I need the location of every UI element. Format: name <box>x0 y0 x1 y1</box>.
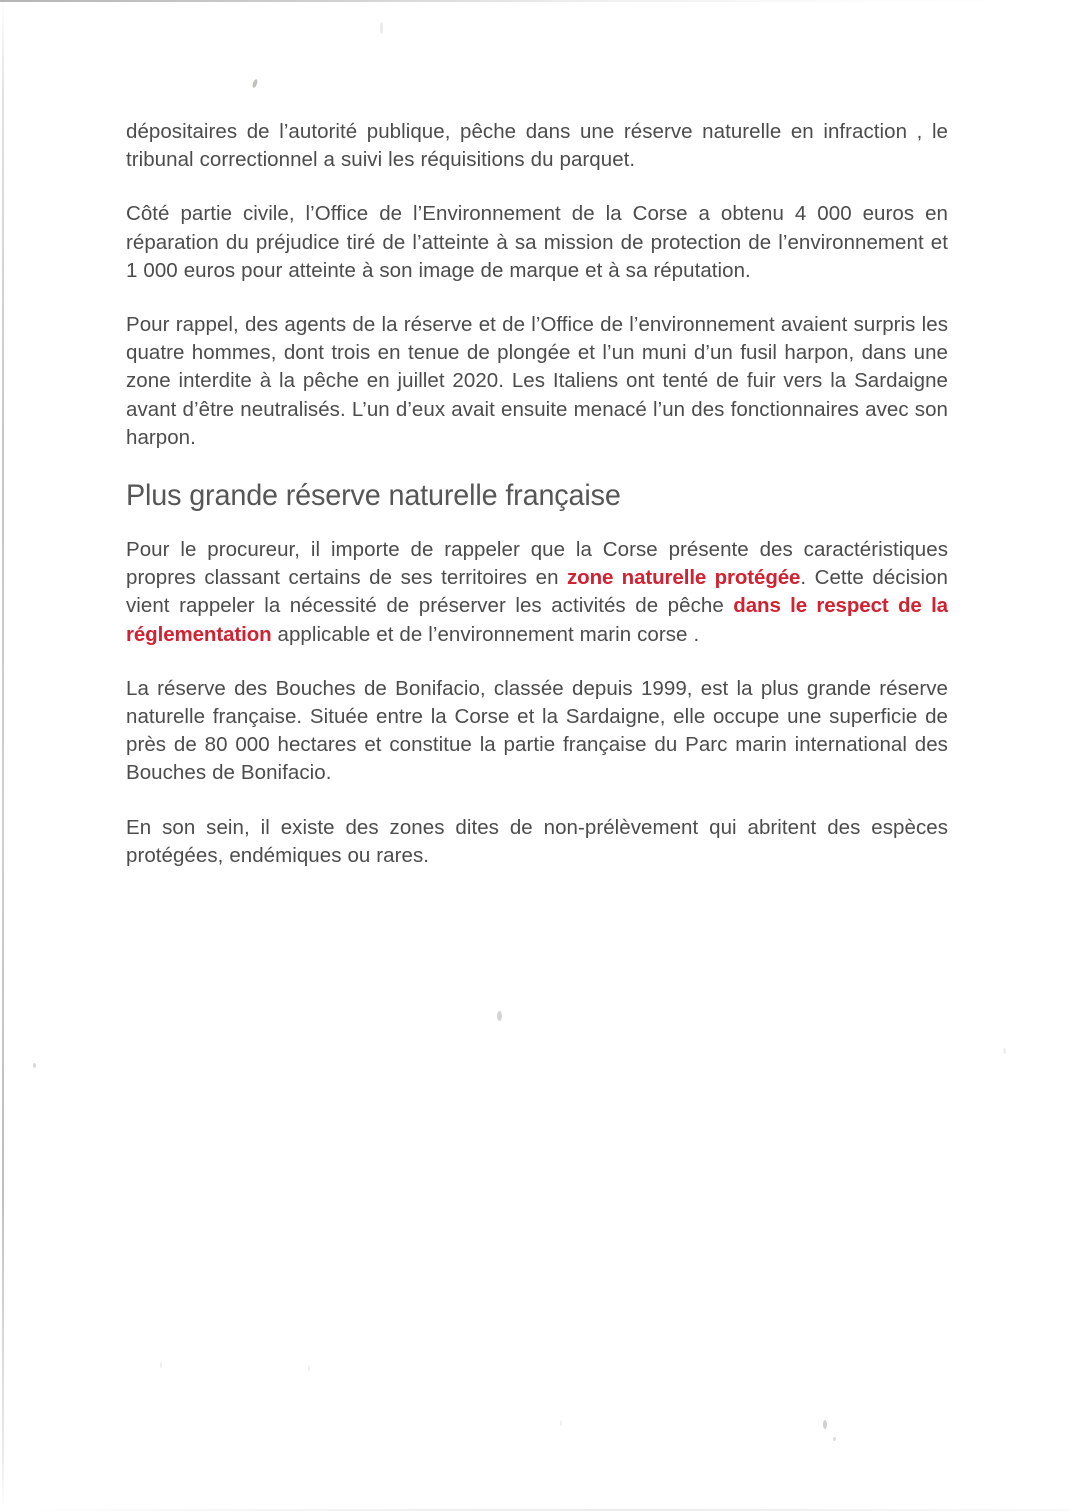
paragraph-prosecutor-text-3: applicable et de l’environnement marin corse . <box>271 622 700 646</box>
paragraph-prosecutor-text-1: Pour le procureur, il importe de rappeler que la Corse présente des caractéristiques propres classant certains de ses territoires en <box>126 538 948 590</box>
highlight-respect-reglementation: dans le respect de la réglementation <box>126 594 948 646</box>
scan-speck <box>560 1420 562 1426</box>
paragraph-civil-party: Côté partie civile, l’Office de l’Environnement de la Corse a obtenu 4 000 euros en réparation du préjudice tiré de l’atteinte à sa mission de protection de l’environnement et 1 000 euros pour atteinte à son image de marque et à sa réputation. <box>126 202 948 282</box>
scan-speck <box>833 1437 836 1441</box>
scan-edge-top-artifact <box>0 0 1070 2</box>
paragraph-protected-species: En son sein, il existe des zones dites de non-prélèvement qui abritent des espèces protégées, endémiques ou rares. <box>126 815 948 867</box>
scan-speck <box>380 22 383 34</box>
paragraph-continuation: dépositaires de l’autorité publique, pêche dans une réserve naturelle en infraction , le tribunal correctionnel a suivi les réquisitions du parquet. <box>126 120 948 172</box>
article-body <box>126 118 948 896</box>
highlight-zone-naturelle-protegee: zone naturelle protégée <box>567 566 801 590</box>
paragraph-prosecutor-text-2: . Cette décision vient rappeler la nécessité de préserver les activités de pêche <box>126 566 948 618</box>
scan-speck <box>1003 1048 1006 1054</box>
scan-speck <box>160 1362 162 1368</box>
scan-speck <box>308 1365 310 1372</box>
scan-edge-left-artifact <box>2 0 4 1511</box>
scan-speck <box>252 79 259 89</box>
paragraph-prosecutor <box>126 536 948 649</box>
scan-speck <box>33 1063 36 1068</box>
section-heading: Plus grande réserve naturelle française <box>126 479 621 513</box>
scan-speck <box>823 1420 827 1429</box>
paragraph-reminder: Pour rappel, des agents de la réserve et de l’Office de l’environnement avaient surpris les quatre hommes, dont trois en tenue de plongée et l’un muni d’un fusil harpon, dans une zone interdite à la pêche en juillet 2020. Les Italiens ont tenté de fuir vers la Sardaigne avant d’être neutralisés. L’un d’eux avait ensuite menacé l’un des fonctionnaires avec son harpon. <box>126 313 948 449</box>
scan-speck <box>497 1011 502 1021</box>
paragraph-reserve-description: La réserve des Bouches de Bonifacio, classée depuis 1999, est la plus grande réserve naturelle française. Située entre la Corse et la Sardaigne, elle occupe une superficie de près de 80 000 hectares et constitue la partie française du Parc marin international des Bouches de Bonifacio. <box>126 676 948 785</box>
